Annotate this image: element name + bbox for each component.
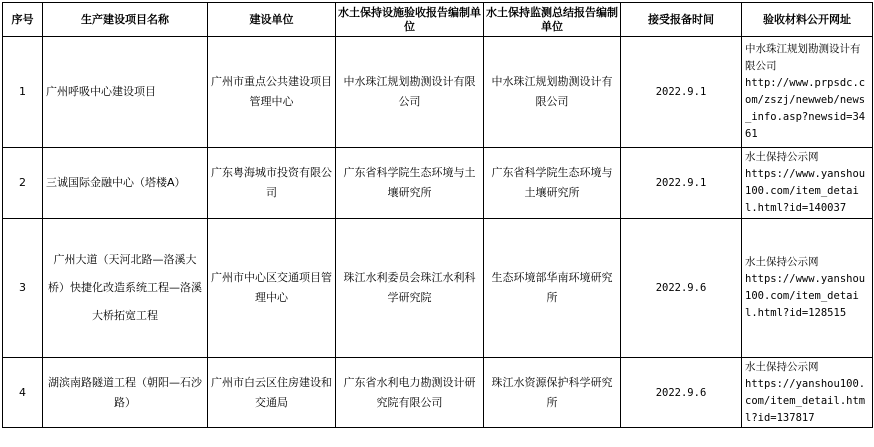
cell-monitor-unit: 中水珠江规划勘测设计有限公司 [484,37,621,148]
header-project: 生产建设项目名称 [43,3,208,37]
url-link[interactable]: http://www.prpsdc.com/zszj/newweb/news_info.asp?newsid=3461 [745,77,866,140]
header-url: 验收材料公开网址 [742,3,873,37]
cell-seq: 3 [3,219,43,358]
cell-monitor-unit: 珠江水资源保护科学研究所 [484,358,621,428]
url-link[interactable]: https://yanshou100.com/item_detail.html?id=137817 [745,377,866,424]
url-link[interactable]: https://www.yanshou100.com/item_detail.html?id=140037 [745,168,866,214]
header-report-unit: 水土保持设施验收报告编制单位 [336,3,484,37]
header-date: 接受报备时间 [621,3,742,37]
url-org: 水土保持公示网 [745,151,819,163]
header-builder: 建设单位 [208,3,336,37]
cell-date: 2022.9.1 [621,37,742,148]
cell-monitor-unit: 生态环境部华南环境研究所 [484,219,621,358]
cell-project: 三诚国际金融中心（塔楼A） [43,148,208,219]
cell-project: 广州大道（天河北路—洛溪大桥）快捷化改造系统工程—洛溪大桥拓宽工程 [43,219,208,358]
table-row [3,37,873,148]
cell-report-unit: 广东省水利电力勘测设计研究院有限公司 [336,358,484,428]
cell-builder: 广东粤海城市投资有限公司 [208,148,336,219]
table-row [3,148,873,219]
header-row [3,3,873,37]
cell-builder: 广州市白云区住房建设和交通局 [208,358,336,428]
cell-seq: 4 [3,358,43,428]
cell-report-unit: 广东省科学院生态环境与土壤研究所 [336,148,484,219]
cell-date: 2022.9.6 [621,219,742,358]
cell-date: 2022.9.6 [621,358,742,428]
cell-report-unit: 中水珠江规划勘测设计有限公司 [336,37,484,148]
acceptance-report-table [2,2,873,428]
cell-seq: 1 [3,37,43,148]
header-monitor-unit: 水土保持监测总结报告编制单位 [484,3,621,37]
cell-builder: 广州市中心区交通项目管理中心 [208,219,336,358]
cell-url [742,37,873,148]
cell-builder: 广州市重点公共建设项目管理中心 [208,37,336,148]
cell-url [742,219,873,358]
url-link[interactable]: https://www.yanshou100.com/item_detail.html?id=128515 [745,273,866,319]
url-org: 水土保持公示网 [745,256,819,268]
cell-report-unit: 珠江水利委员会珠江水利科学研究院 [336,219,484,358]
table-row [3,358,873,428]
cell-project: 湖滨南路隧道工程（朝阳—石沙路） [43,358,208,428]
cell-monitor-unit: 广东省科学院生态环境与土壤研究所 [484,148,621,219]
cell-url [742,148,873,219]
table-row [3,219,873,358]
url-org: 水土保持公示网 [745,360,819,373]
cell-project: 广州呼吸中心建设项目 [43,37,208,148]
cell-date: 2022.9.1 [621,148,742,219]
url-org: 中水珠江规划勘测设计有限公司 [745,43,861,72]
cell-seq: 2 [3,148,43,219]
header-seq: 序号 [3,3,43,37]
cell-url [742,358,873,428]
